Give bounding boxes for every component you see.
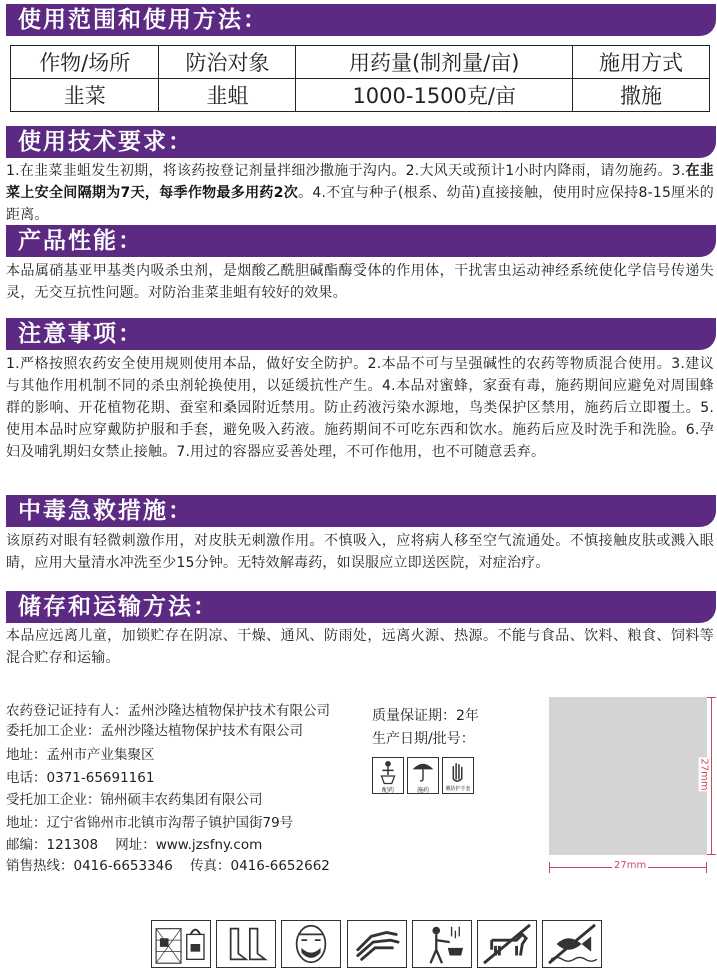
section-title-tech: 使用技术要求： [18, 129, 193, 155]
contractor: 委托加工企业：孟州沙隆达植物保护技术有限公司 [6, 723, 303, 739]
dimension-label-width: 27mm [614, 860, 647, 871]
registrant: 农药登记证持有人：孟州沙隆达植物保护技术有限公司 [6, 703, 330, 719]
table-header-cell: 用药量(制剂量/亩) [296, 46, 572, 79]
wear-boots-icon [216, 920, 276, 968]
barcode-placeholder [549, 697, 707, 855]
section-title-performance: 产品性能： [18, 228, 143, 254]
wear-gloves-icon [442, 757, 474, 794]
dimension-line-vertical [711, 697, 712, 855]
precautions-paragraph: 1.严格按照农药安全使用规则使用本品，做好安全防护。2.本品不可与呈强碱性的农药等物质混合使用。3.建议与其他作用机制不同的杀虫剂轮换使用，以延缓抗性产生。4.本品对蜜蜂，家蚕有毒，施药期间应避免对周围蜂群的影响、开花植物花期、蚕室和桑园附近禁用。防止药液污染水源地，鸟类保护区禁用，施药后立即覆土。5.使用本品时应穿戴防护服和手套，避免吸入药液。施药期间不可吃东西和饮水。施药后应及时洗手和洗脸。6.孕妇及哺乳期妇女禁止接触。7.用过的容器应妥善处理，不可作他用，也不可随意丢弃。 [6, 356, 714, 460]
apply-pesticide-icon [407, 757, 439, 794]
telephone: 电话：0371-65691161 [6, 770, 155, 786]
section-title-usage: 使用范围和使用方法： [18, 7, 268, 33]
table-row [11, 79, 710, 112]
processor: 受托加工企业：锦州硕丰农药集团有限公司 [6, 792, 263, 808]
dimension-tick-bottom [707, 854, 716, 855]
table-header-cell: 作物/场所 [11, 46, 159, 79]
dimension-tick-right [706, 862, 707, 873]
section-bar-first-aid [6, 495, 716, 527]
harmful-to-fish-icon [542, 920, 602, 968]
section-bar-usage [6, 4, 716, 36]
section-bar-tech [6, 126, 716, 158]
harmful-to-livestock-icon [477, 920, 537, 968]
table-cell: 撒施 [572, 79, 709, 112]
first-aid-paragraph: 该原药对眼有轻微刺激作用，对皮肤无刺激作用。不慎吸入，应将病人移至空气流通处。不慎接触皮肤或溅入眼睛，应用大量清水冲洗至少15分钟。无特效解毒药，如误服应立即送医院，对症治疗。 [6, 533, 714, 571]
dimension-tick-left [549, 862, 550, 873]
table-cell: 1000-1500克/亩 [296, 79, 572, 112]
wear-mask-icon [281, 920, 341, 968]
tech-text-part1: 1.在韭菜韭蛆发生初期，将该药按登记剂量拌细沙撒施于沟内。2.大风天或预计1小时内降雨，请勿施药。3. [6, 163, 686, 179]
wear-gloves-icon [347, 920, 407, 968]
icon-caption: 施药 [416, 787, 429, 794]
section-bar-performance [6, 225, 716, 257]
icon-caption: 戴防护手套 [445, 786, 471, 792]
section-bar-storage [6, 591, 716, 623]
mix-pesticide-icon [372, 757, 404, 794]
performance-paragraph: 本品属硝基亚甲基类内吸杀虫剂，是烟酸乙酰胆碱酯酶受体的作用体，干扰害虫运动神经系统使化学信号传递失灵，无交互抗性问题。对防治韭菜韭蛆有较好的效果。 [6, 263, 714, 301]
section-title-storage: 储存和运输方法： [18, 594, 218, 620]
dimension-tick-top [707, 697, 716, 698]
section-bar-precautions [6, 318, 716, 350]
address-1: 地址：孟州市产业集聚区 [6, 747, 155, 763]
production-date: 生产日期/批号： [372, 731, 475, 747]
table-cell: 韭蛆 [159, 79, 296, 112]
usage-table [10, 45, 710, 112]
section-title-first-aid: 中毒急救措施： [18, 498, 193, 524]
address-2: 地址：辽宁省锦州市北镇市沟帮子镇护国街79号 [6, 815, 294, 831]
table-cell: 韭菜 [11, 79, 159, 112]
wash-after-use-icon [412, 920, 472, 968]
tech-text-part2: 。4.不宜与种子(根系、幼苗)直接接触，使用时应保持8-15厘米的距离。 [6, 185, 714, 223]
tech-paragraph [6, 160, 714, 226]
table-header-row [11, 46, 710, 79]
sales-fax: 销售热线：0416-6653346 传真：0416-6652662 [6, 858, 330, 874]
storage-paragraph: 本品应远离儿童，加锁贮存在阴凉、干燥、通风、防雨处，远离火源、热源。不能与食品、饮料、粮食、饲料等混合贮存和运输。 [6, 628, 714, 666]
table-header-cell: 防治对象 [159, 46, 296, 79]
section-title-precautions: 注意事项： [18, 321, 143, 347]
warranty: 质量保证期：2年 [372, 708, 479, 724]
icon-caption: 配药 [381, 787, 394, 794]
tech-text-bold: 在韭菜上安全间隔期为7天，每季作物最多用药2次 [6, 163, 714, 201]
store-locked-icon [151, 920, 211, 968]
table-header-cell: 施用方式 [572, 46, 709, 79]
postal-website: 邮编：121308 网址：www.jzsfny.com [6, 837, 263, 853]
dimension-label-height: 27mm [698, 758, 710, 791]
